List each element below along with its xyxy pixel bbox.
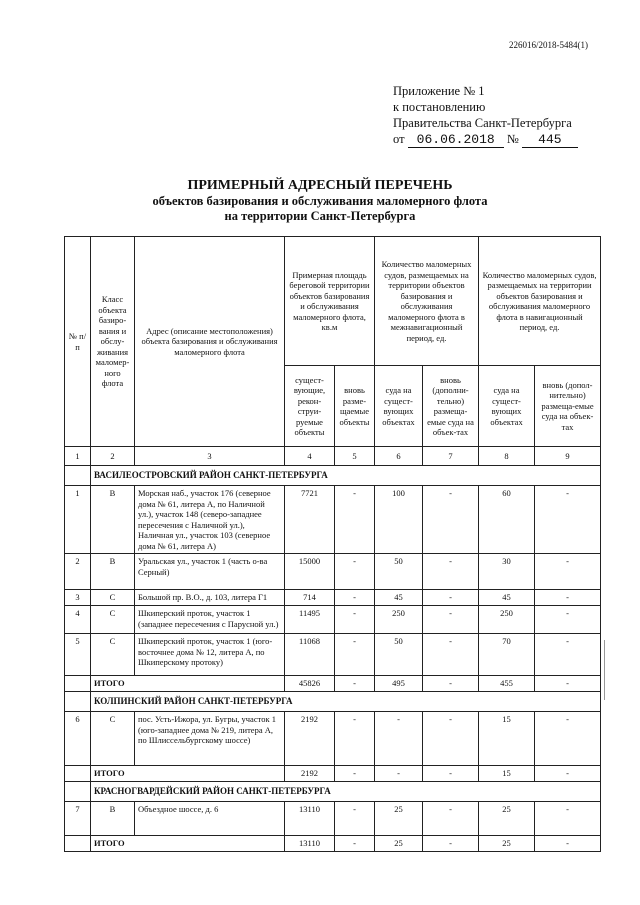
- document-number: 226016/2018-5484(1): [509, 40, 588, 50]
- cell-col9: -: [535, 802, 601, 836]
- cell-class: С: [91, 634, 135, 676]
- appendix-date-line: [393, 131, 593, 148]
- cell-address: Шкиперский проток, участок 1 (юго-восточнее дома № 12, литера А, по Шкиперскому протоку): [135, 634, 285, 676]
- cell-class: С: [91, 606, 135, 634]
- cell-col7: -: [423, 802, 479, 836]
- cell-col9: -: [535, 606, 601, 634]
- cell-col8: 15: [479, 712, 535, 766]
- cell-area: 2192: [285, 712, 335, 766]
- cell-num: 2: [65, 554, 91, 590]
- cell-class: С: [91, 712, 135, 766]
- cell-col6: -: [375, 712, 423, 766]
- section-title: КРАСНОГВАРДЕЙСКИЙ РАЙОН САНКТ-ПЕТЕРБУРГА: [91, 782, 601, 802]
- column-number: 3: [135, 447, 285, 466]
- table-row: [65, 634, 601, 676]
- cell-col7: -: [423, 486, 479, 554]
- cell-num: 4: [65, 606, 91, 634]
- total-col8: 455: [479, 676, 535, 692]
- cell-area: 13110: [285, 802, 335, 836]
- number-prefix: №: [506, 132, 519, 146]
- cell-col9: -: [535, 486, 601, 554]
- section-title: ВАСИЛЕОСТРОВСКИЙ РАЙОН САНКТ-ПЕТЕРБУРГА: [91, 466, 601, 486]
- cell-num: 6: [65, 712, 91, 766]
- document-subtitle-2: на территории Санкт-Петербурга: [224, 209, 416, 223]
- section-spacer: [65, 692, 91, 712]
- total-col7: -: [423, 676, 479, 692]
- decree-number: 445: [522, 133, 578, 148]
- total-area: 13110: [285, 836, 335, 852]
- cell-new-objects: -: [335, 590, 375, 606]
- header-row-1: [65, 237, 601, 366]
- cell-col6: 50: [375, 634, 423, 676]
- cell-area: 11068: [285, 634, 335, 676]
- cell-col8: 70: [479, 634, 535, 676]
- cell-new-objects: -: [335, 606, 375, 634]
- scan-margin-mark: [604, 640, 605, 700]
- total-col9: -: [535, 766, 601, 782]
- cell-col8: 60: [479, 486, 535, 554]
- total-row: [65, 836, 601, 852]
- total-area: 2192: [285, 766, 335, 782]
- cell-address: Объездное шоссе, д. 6: [135, 802, 285, 836]
- table-row: [65, 802, 601, 836]
- header-num: № п/п: [65, 237, 91, 447]
- cell-class: В: [91, 554, 135, 590]
- table-body: [65, 237, 601, 852]
- cell-area: 15000: [285, 554, 335, 590]
- total-col7: -: [423, 836, 479, 852]
- cell-col6: 250: [375, 606, 423, 634]
- cell-new-objects: -: [335, 634, 375, 676]
- column-number: 5: [335, 447, 375, 466]
- cell-col7: -: [423, 590, 479, 606]
- total-row: [65, 766, 601, 782]
- cell-address: Шкиперский проток, участок 1 (западнее пересечения с Парусной ул.): [135, 606, 285, 634]
- appendix-block: [393, 83, 593, 148]
- total-label: ИТОГО: [91, 676, 285, 692]
- cell-new-objects: -: [335, 554, 375, 590]
- section-row: [65, 692, 601, 712]
- cell-col7: -: [423, 634, 479, 676]
- section-spacer: [65, 466, 91, 486]
- header-class: Класс объекта базиро-вания и обслу-живания маломер-ного флота: [91, 237, 135, 447]
- cell-address: Морская наб., участок 176 (северное дома № 61, литера А, по Наличной ул.), участок 148 (северо-западнее пересечения с Наличной ул.), Наличная ул., участок 103 (северное дома № 61, литера А): [135, 486, 285, 554]
- appendix-line-3: Правительства Санкт-Петербурга: [393, 116, 572, 130]
- total-row: [65, 676, 601, 692]
- total-area: 45826: [285, 676, 335, 692]
- table-row: [65, 554, 601, 590]
- total-col9: -: [535, 836, 601, 852]
- column-number: 1: [65, 447, 91, 466]
- cell-col7: -: [423, 712, 479, 766]
- cell-new-objects: -: [335, 712, 375, 766]
- total-spacer: [65, 836, 91, 852]
- column-number: 9: [535, 447, 601, 466]
- cell-col7: -: [423, 606, 479, 634]
- total-new-objects: -: [335, 766, 375, 782]
- cell-num: 7: [65, 802, 91, 836]
- total-col6: 495: [375, 676, 423, 692]
- cell-area: 714: [285, 590, 335, 606]
- cell-num: 5: [65, 634, 91, 676]
- appendix-line-2: к постановлению: [393, 100, 486, 114]
- column-number: 4: [285, 447, 335, 466]
- section-title: КОЛПИНСКИЙ РАЙОН САНКТ-ПЕТЕРБУРГА: [91, 692, 601, 712]
- date-prefix: от: [393, 132, 405, 146]
- cell-col6: 50: [375, 554, 423, 590]
- header-address: Адрес (описание местоположения) объекта базирования и обслуживания маломерного флота: [135, 237, 285, 447]
- column-number: 8: [479, 447, 535, 466]
- cell-address: Большой пр. В.О., д. 103, литера Г1: [135, 590, 285, 606]
- total-col6: 25: [375, 836, 423, 852]
- cell-col9: -: [535, 590, 601, 606]
- total-col9: -: [535, 676, 601, 692]
- column-number: 2: [91, 447, 135, 466]
- total-label: ИТОГО: [91, 836, 285, 852]
- cell-address: пос. Усть-Ижора, ул. Бугры, участок 1 (юго-западнее дома № 219, литера А, по Шлиссельбургскому шоссе): [135, 712, 285, 766]
- cell-new-objects: -: [335, 486, 375, 554]
- cell-col6: 25: [375, 802, 423, 836]
- total-new-objects: -: [335, 836, 375, 852]
- header-vessels-new-2: вновь (допол-нительно) размеща-емые суда на объек-тах: [535, 366, 601, 447]
- document-subtitle-1: объектов базирования и обслуживания маломерного флота: [152, 194, 488, 208]
- column-number-row: [65, 447, 601, 466]
- cell-num: 1: [65, 486, 91, 554]
- section-spacer: [65, 782, 91, 802]
- cell-area: 7721: [285, 486, 335, 554]
- cell-col9: -: [535, 554, 601, 590]
- table-row: [65, 712, 601, 766]
- header-area: Примерная площадь береговой территории объектов базирования и обслуживания маломерного флота, кв.м: [285, 237, 375, 366]
- table-row: [65, 606, 601, 634]
- cell-area: 11495: [285, 606, 335, 634]
- cell-new-objects: -: [335, 802, 375, 836]
- header-vessels-existing-2: суда на сущест-вующих объектах: [479, 366, 535, 447]
- cell-col9: -: [535, 712, 601, 766]
- cell-col8: 250: [479, 606, 535, 634]
- total-spacer: [65, 676, 91, 692]
- header-vessels-existing-1: суда на сущест-вующих объектах: [375, 366, 423, 447]
- header-interseason: Количество маломерных судов, размещаемых на территории объектов базирования и обслуживания маломерного флота в межнавигационный период, ед.: [375, 237, 479, 366]
- table-row: [65, 590, 601, 606]
- header-existing-objects: сущест-вующие, рекон-струи-руемые объекты: [285, 366, 335, 447]
- column-number: 6: [375, 447, 423, 466]
- cell-col6: 45: [375, 590, 423, 606]
- cell-address: Уральская ул., участок 1 (часть о-ва Серный): [135, 554, 285, 590]
- header-navigation: Количество маломерных судов, размещаемых на территории объектов базирования и обслуживания маломерного флота в навигационный период, ед.: [479, 237, 601, 366]
- cell-class: В: [91, 486, 135, 554]
- header-new-objects: вновь разме-щаемые объекты: [335, 366, 375, 447]
- decree-date: 06.06.2018: [408, 133, 504, 148]
- section-row: [65, 782, 601, 802]
- total-new-objects: -: [335, 676, 375, 692]
- cell-class: В: [91, 802, 135, 836]
- cell-num: 3: [65, 590, 91, 606]
- cell-col8: 45: [479, 590, 535, 606]
- cell-col8: 30: [479, 554, 535, 590]
- total-spacer: [65, 766, 91, 782]
- total-col8: 15: [479, 766, 535, 782]
- cell-col9: -: [535, 634, 601, 676]
- cell-col6: 100: [375, 486, 423, 554]
- column-number: 7: [423, 447, 479, 466]
- total-col8: 25: [479, 836, 535, 852]
- total-col7: -: [423, 766, 479, 782]
- cell-col8: 25: [479, 802, 535, 836]
- section-row: [65, 466, 601, 486]
- total-label: ИТОГО: [91, 766, 285, 782]
- appendix-line-1: Приложение № 1: [393, 84, 485, 98]
- cell-col7: -: [423, 554, 479, 590]
- cell-class: С: [91, 590, 135, 606]
- document-title: ПРИМЕРНЫЙ АДРЕСНЫЙ ПЕРЕЧЕНЬ: [187, 178, 453, 193]
- objects-table: [64, 236, 601, 852]
- header-vessels-new-1: вновь (дополни-тельно) размеща-емые суда на объек-тах: [423, 366, 479, 447]
- total-col6: -: [375, 766, 423, 782]
- table-row: [65, 486, 601, 554]
